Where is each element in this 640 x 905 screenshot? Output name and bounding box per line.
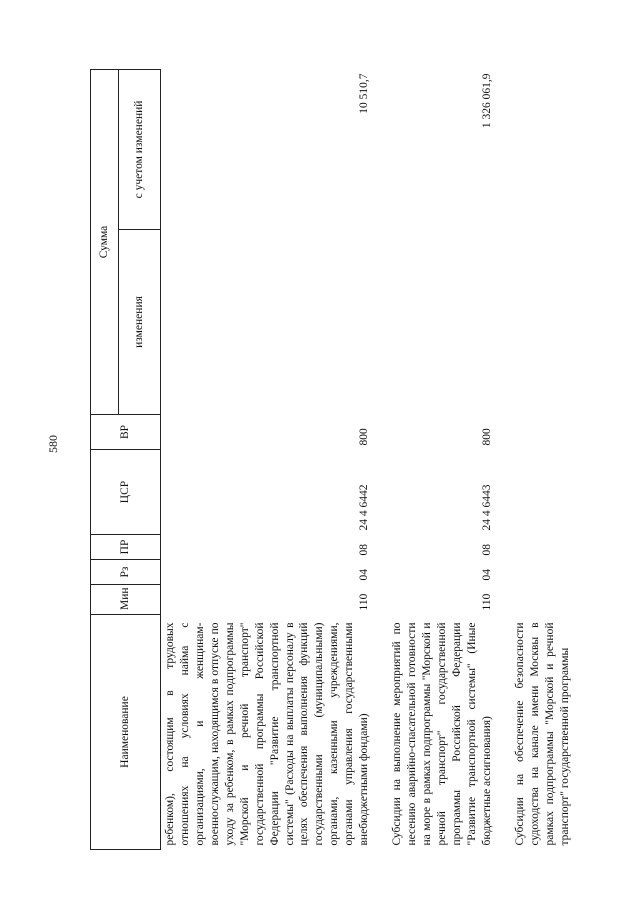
header-rz: Рз [91, 560, 161, 585]
row-vr: 800 [358, 428, 371, 446]
row-vr [511, 415, 575, 450]
header-changes: изменения [119, 230, 161, 415]
header-name: Наименование [91, 615, 161, 850]
row-pr: 08 [358, 544, 371, 556]
row-min: 110 [358, 593, 371, 611]
page-number: 580 [46, 435, 60, 453]
header-pr: ПР [91, 535, 161, 560]
row-pr [511, 535, 575, 560]
row-gap [374, 69, 388, 849]
table-row [388, 69, 497, 849]
row-with-changes: 10 510,7 [358, 73, 371, 114]
header-vr: ВР [91, 415, 161, 450]
row-rz: 04 [480, 569, 493, 581]
row-csr: 24 4 6443 [480, 484, 493, 531]
row-with-changes: 1 326 061,9 [480, 73, 493, 129]
header-sum: Сумма [91, 69, 119, 414]
row-vr: 800 [480, 428, 493, 446]
row-name: Субсидии на обеспечение безопасности судоходства на канале имени Москвы в рамках подпрограммы "Морской и речной транспорт" государственной программы [513, 622, 571, 846]
row-min [511, 585, 575, 615]
row-changes [511, 230, 575, 415]
row-csr: 24 4 6442 [358, 484, 371, 531]
header-csr: ЦСР [91, 450, 161, 535]
row-name: Субсидии на выполнение мероприятий по несению аварийно-спасательной готовности на море в рамках подпрограммы "Морской и речной транспорт" государственной программы Российской Федерации "Развитие транспортной системы" (Иные бюджетные ассигнования) [391, 622, 493, 846]
row-csr [511, 450, 575, 535]
table-row [161, 69, 375, 849]
row-name: ребенком), состоящим в трудовых отношениях на условиях найма с организациями, и женщинам-военнослужащим, находящимся в отпуске по уходу за ребенком, в рамках подпрограммы "Морской и речной транспорт" государственной программы Российской Федерации "Развитие транспортной системы" (Расходы на выплаты персоналу в целях обеспечения выполнения функций государственными (муниципальными) органами, казенными учреждениями, органами управления государственными внебюджетными фондами) [164, 622, 371, 846]
row-rz: 04 [358, 569, 371, 581]
row-pr: 08 [480, 544, 493, 556]
table-row [511, 69, 575, 849]
header-min: Мин [91, 585, 161, 615]
table-body [161, 69, 575, 849]
row-gap [497, 69, 511, 849]
row-changes [161, 230, 375, 415]
row-with-changes [511, 69, 575, 229]
row-changes [388, 230, 497, 415]
row-rz [511, 560, 575, 585]
row-min: 110 [480, 593, 493, 611]
header-with-changes: с учетом изменений [119, 69, 161, 229]
budget-sheet [90, 70, 640, 850]
table-header [91, 69, 161, 849]
budget-table [90, 69, 574, 850]
